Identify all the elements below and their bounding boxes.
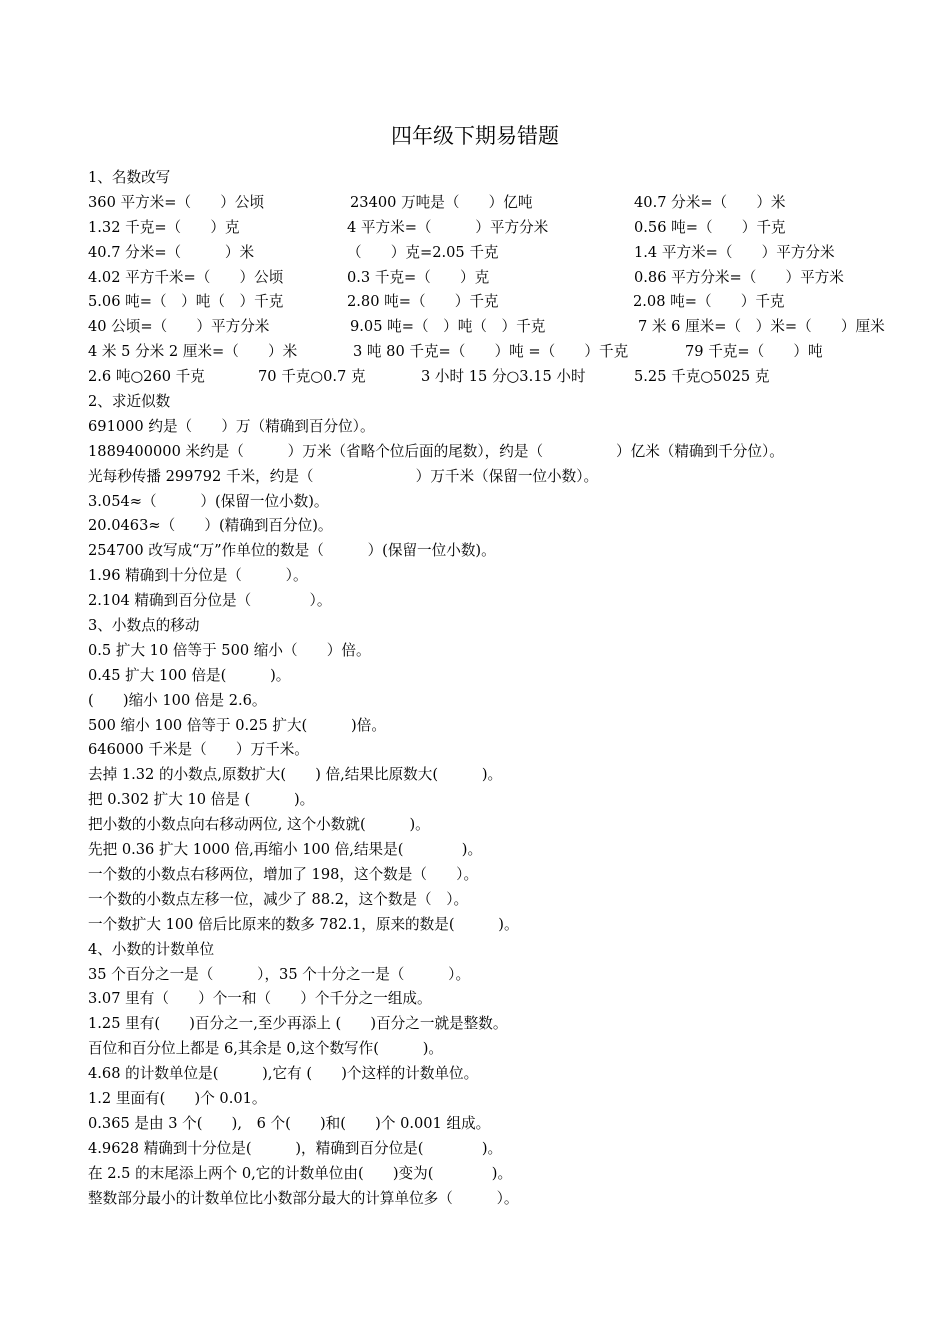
table-row <box>88 266 918 291</box>
section-heading-3: 3、小数点的移动 <box>88 617 200 635</box>
section-heading-4: 4、小数的计数单位 <box>88 940 215 958</box>
table-row <box>88 191 918 216</box>
question-line: 1.96 精确到十分位是（ ）。 <box>88 567 308 585</box>
question-line: 3.07 里有（ ）个一和（ ）个千分之一组成。 <box>88 990 432 1008</box>
question-item: 4 平方米=（ ）平方分米 <box>347 218 549 236</box>
question-line: 一个数的小数点左移一位，减少了 88.2，这个数是（ ）。 <box>88 890 469 908</box>
question-line: 0.365 是由 3 个( ), 6 个( )和( )个 0.001 组成。 <box>88 1114 491 1132</box>
question-line: 百位和百分位上都是 6,其余是 0,这个数写作( )。 <box>88 1040 443 1058</box>
question-item: 2.08 吨=（ ）千克 <box>633 293 785 311</box>
question-line: 646000 千米是（ ）万千米。 <box>88 741 309 759</box>
question-line: 先把 0.36 扩大 1000 倍,再缩小 100 倍,结果是( )。 <box>88 841 483 859</box>
question-line: 20.0463≈（ ）(精确到百分位)。 <box>88 517 333 535</box>
question-item: 0.3 千克=（ ）克 <box>347 268 490 286</box>
section-heading-2: 2、求近似数 <box>88 393 171 411</box>
question-line: 一个数扩大 100 倍后比原来的数多 782.1，原来的数是( )。 <box>88 915 519 933</box>
question-line: 整数部分最小的计数单位比小数部分最大的计算单位多（ ）。 <box>88 1189 519 1207</box>
worksheet-content <box>88 166 918 1211</box>
question-line: 4.68 的计数单位是( ),它有 ( )个这样的计数单位。 <box>88 1065 479 1083</box>
question-line: 2.104 精确到百分位是（ ）。 <box>88 592 332 610</box>
question-item: 0.86 平方分米=（ ）平方米 <box>634 268 844 286</box>
question-item: 5.06 吨=（ ）吨（ ）千克 <box>88 293 284 311</box>
question-line: 4.9628 精确到十分位是( )，精确到百分位是( )。 <box>88 1139 503 1157</box>
question-item: 2.80 吨=（ ）千克 <box>347 293 499 311</box>
question-line: 1.25 里有( )百分之一,至少再添上 ( )百分之一就是整数。 <box>88 1015 508 1033</box>
question-line: 691000 约是（ ）万（精确到百分位）。 <box>88 417 375 435</box>
question-line: 0.5 扩大 10 倍等于 500 缩小（ ）倍。 <box>88 641 371 659</box>
table-row <box>88 340 918 365</box>
question-item: 5.25 千克○5025 克 <box>634 368 770 386</box>
question-item: 1.4 平方米=（ ）平方分米 <box>634 243 835 261</box>
question-line: 1.2 里面有( )个 0.01。 <box>88 1089 267 1107</box>
question-item: 40 公顷=（ ）平方分米 <box>88 318 270 336</box>
question-line: 在 2.5 的末尾添上两个 0,它的计数单位由( )变为( )。 <box>88 1164 513 1182</box>
table-row <box>88 365 918 390</box>
question-line: 0.45 扩大 100 倍是( )。 <box>88 666 291 684</box>
question-item: 9.05 吨=（ ）吨（ ）千克 <box>350 318 546 336</box>
question-item: 3 吨 80 千克=（ ）吨 =（ ）千克 <box>353 343 629 361</box>
page-title: 四年级下期易错题 <box>391 124 559 148</box>
table-row <box>88 241 918 266</box>
question-line: 把小数的小数点向右移动两位, 这个小数就( )。 <box>88 816 430 834</box>
question-item: 40.7 分米=（ ）米 <box>634 193 786 211</box>
question-line: 去掉 1.32 的小数点,原数扩大( ) 倍,结果比原数大( )。 <box>88 766 503 784</box>
question-line: 1889400000 米约是（ ）万米（省略个位后面的尾数），约是（ ）亿米（精确到千分位）。 <box>88 442 784 460</box>
question-item: 4 米 5 分米 2 厘米=（ ）米 <box>88 343 298 361</box>
question-item: 0.56 吨=（ ）千克 <box>634 218 786 236</box>
question-line: 光每秒传播 299792 千米，约是（ ）万千米（保留一位小数）。 <box>88 467 599 485</box>
table-row <box>88 290 918 315</box>
question-item: 4.02 平方千米=（ ）公顷 <box>88 268 284 286</box>
question-item: 7 米 6 厘米=（ ）米=（ ）厘米 <box>638 318 885 336</box>
question-item: 2.6 吨○260 千克 <box>88 368 205 386</box>
question-line: 把 0.302 扩大 10 倍是 ( )。 <box>88 791 315 809</box>
section-heading-1: 1、名数改写 <box>88 169 171 186</box>
question-line: 35 个百分之一是（ ），35 个十分之一是（ ）。 <box>88 965 471 983</box>
question-line: 一个数的小数点右移两位，增加了 198，这个数是（ ）。 <box>88 865 479 883</box>
question-item: 79 千克=（ ）吨 <box>685 343 823 361</box>
question-line: 254700 改写成“万”作单位的数是（ ）(保留一位小数)。 <box>88 542 496 560</box>
question-item: 3 小时 15 分○3.15 小时 <box>421 368 586 386</box>
table-row <box>88 315 918 340</box>
question-item: 1.32 千克=（ ）克 <box>88 218 240 236</box>
question-line: 500 缩小 100 倍等于 0.25 扩大( )倍。 <box>88 716 386 734</box>
question-item: 360 平方米=（ ）公顷 <box>88 193 265 211</box>
question-item: 70 千克○0.7 克 <box>258 368 366 386</box>
question-item: 23400 万吨是（ ）亿吨 <box>350 193 533 211</box>
table-row <box>88 216 918 241</box>
question-line: ( )缩小 100 倍是 2.6。 <box>88 691 267 709</box>
question-item: （ ）克=2.05 千克 <box>347 243 499 261</box>
question-item: 40.7 分米=（ ）米 <box>88 243 255 261</box>
question-line: 3.054≈（ ）(保留一位小数)。 <box>88 492 329 510</box>
